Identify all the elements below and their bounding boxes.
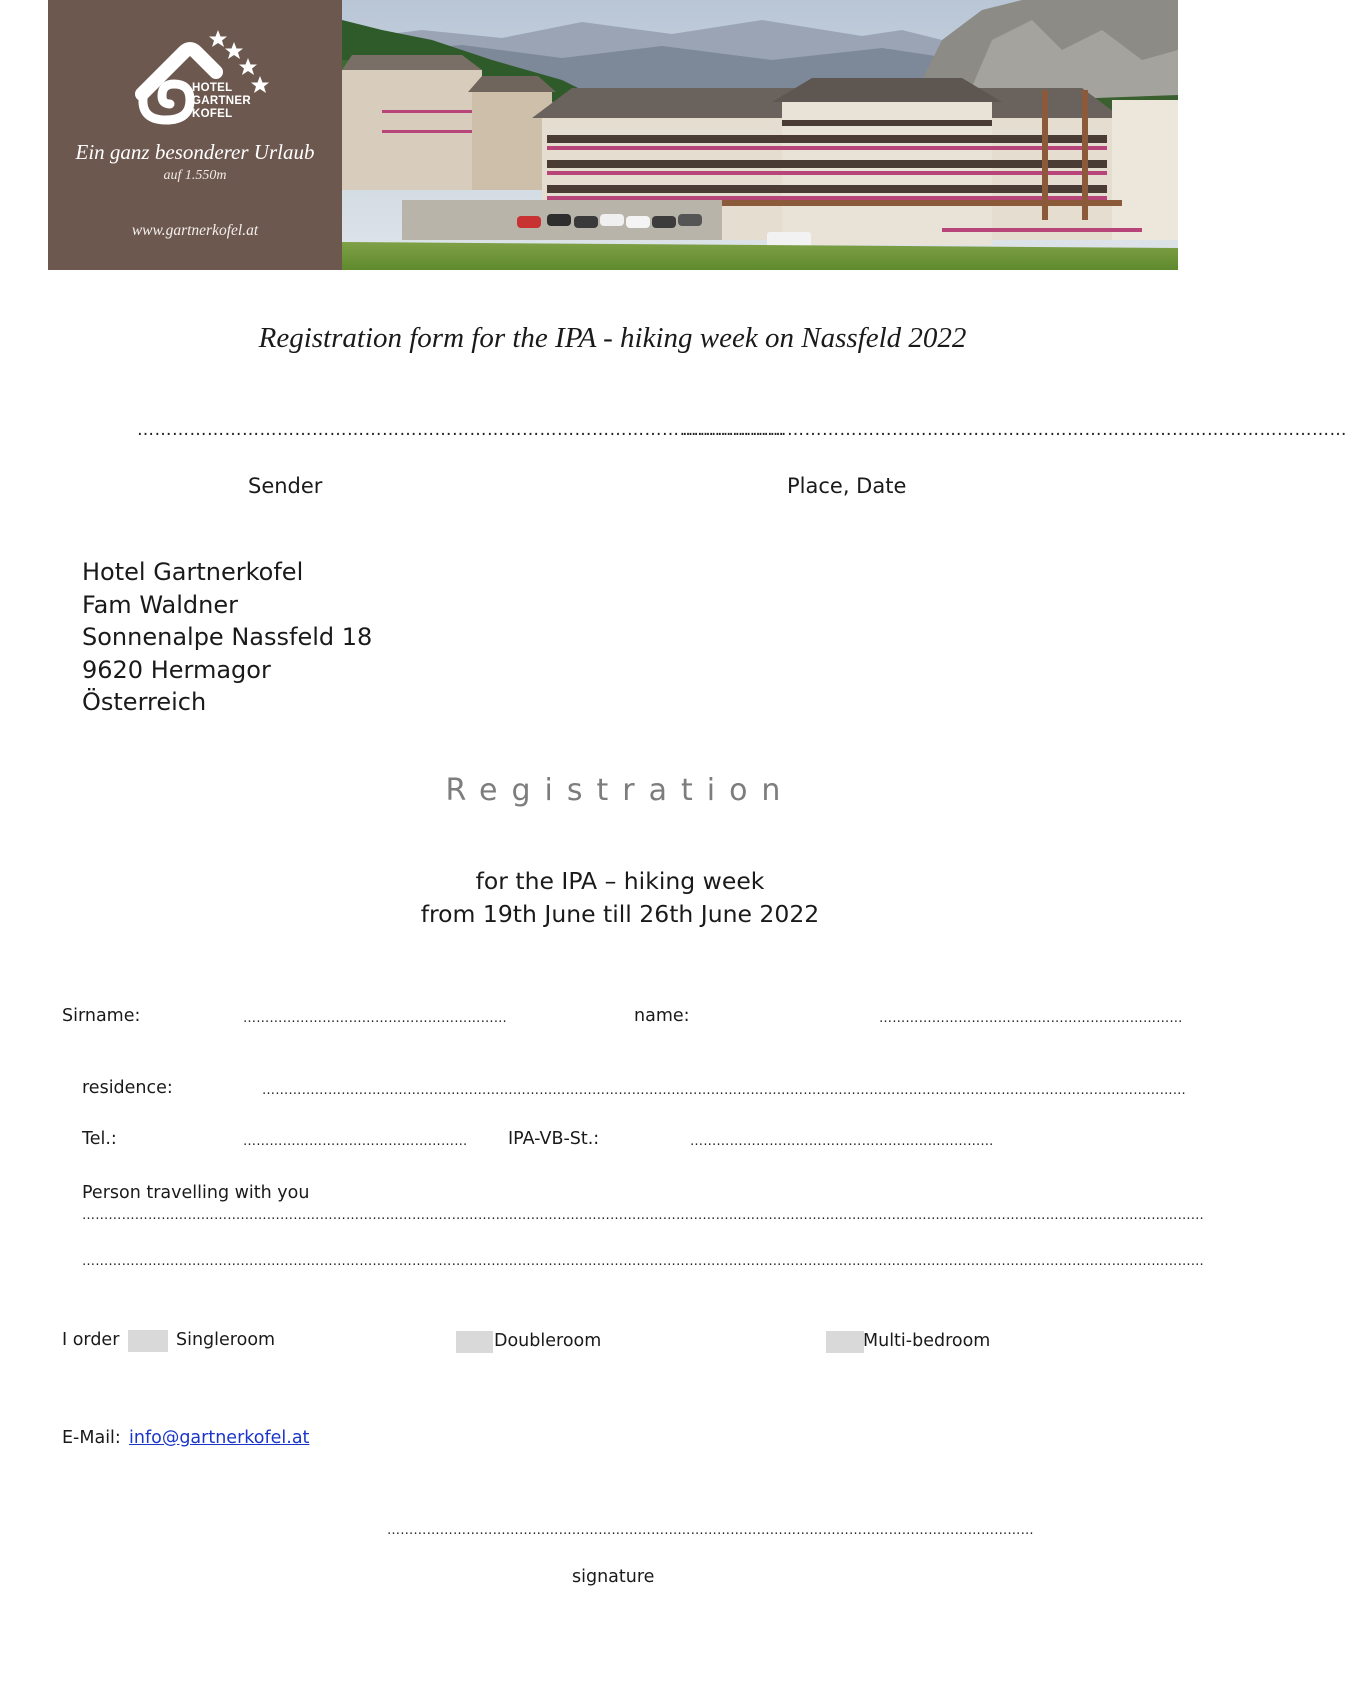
place-date-label: Place, Date (787, 474, 907, 498)
subtitle-line-1: for the IPA – hiking week (475, 867, 765, 895)
address-line-4: 9620 Hermagor (82, 655, 271, 684)
registration-heading: Registration (445, 773, 795, 808)
address-line-2: Fam Waldner (82, 590, 238, 619)
logo-word-2: GARTNER (192, 95, 251, 107)
ipa-input-line[interactable]: …………………………………………………………… (690, 1134, 994, 1149)
email-label: E-Mail: (62, 1428, 121, 1448)
name-input-line[interactable]: …………………………………………………………… (879, 1011, 1183, 1026)
sender-input-line[interactable]: ………………………………………………………………………………………………… (137, 420, 785, 440)
companion-input-line-1[interactable]: ………………………………………………………………………………………………………………………………………………………………………………………………………………………………… (82, 1208, 1204, 1223)
sirname-label: Sirname: (62, 1006, 141, 1026)
signature-label: signature (572, 1567, 655, 1587)
logo-wordmark (192, 82, 251, 121)
signature-input-line[interactable]: ………………………………………………………………………………………………………………………………… (387, 1523, 1034, 1538)
subtitle-line-2: from 19th June till 26th June 2022 (420, 900, 820, 928)
address-line-1: Hotel Gartnerkofel (82, 558, 304, 586)
ipa-label: IPA-VB-St.: (508, 1129, 600, 1149)
recipient-address (82, 556, 372, 719)
hotel-photo-image (342, 0, 1178, 270)
multibedroom-checkbox[interactable] (826, 1331, 864, 1353)
tel-label: Tel.: (82, 1129, 117, 1149)
residence-input-line[interactable]: ………………………………………………………………………………………………………………………………………………………………………………………… (262, 1083, 1186, 1098)
logo-word-1: HOTEL (192, 82, 233, 94)
hotel-website: www.gartnerkofel.at (131, 222, 259, 239)
hotel-slogan: Ein ganz besonderer Urlaub (75, 140, 315, 164)
sender-label: Sender (248, 474, 323, 498)
logo-word-3: KOFEL (192, 108, 233, 120)
tel-input-line[interactable]: …………………………………………… (243, 1134, 468, 1149)
doubleroom-checkbox[interactable] (456, 1331, 493, 1353)
email-link[interactable]: info@gartnerkofel.at (129, 1428, 310, 1448)
registration-subtitle (0, 865, 1240, 931)
form-title: Registration form for the IPA - hiking week on Nassfeld 2022 (258, 322, 967, 354)
hotel-altitude: auf 1.550m (163, 168, 227, 183)
singleroom-label: Singleroom (176, 1330, 276, 1350)
doubleroom-label: Doubleroom (494, 1331, 602, 1351)
address-line-5: Österreich (82, 688, 207, 717)
order-label: I order (62, 1330, 120, 1350)
address-line-3: Sonnenalpe Nassfeld 18 (82, 623, 373, 652)
singleroom-checkbox[interactable] (128, 1330, 168, 1352)
companion-input-line-2[interactable]: ………………………………………………………………………………………………………………………………………………………………………………………………………………………………… (82, 1254, 1204, 1269)
sirname-input-line[interactable]: …………………………………………………… (243, 1011, 507, 1026)
place-date-input-line[interactable]: …………………………………………………………………………………………………… (682, 420, 1347, 440)
name-label: name: (634, 1006, 690, 1026)
multibedroom-label: Multi-bedroom (863, 1331, 991, 1351)
residence-label: residence: (82, 1078, 173, 1098)
companion-label: Person travelling with you (82, 1183, 310, 1203)
hotel-brand-panel (48, 0, 342, 270)
hotel-photo (342, 0, 1178, 270)
header-banner (48, 0, 1178, 270)
